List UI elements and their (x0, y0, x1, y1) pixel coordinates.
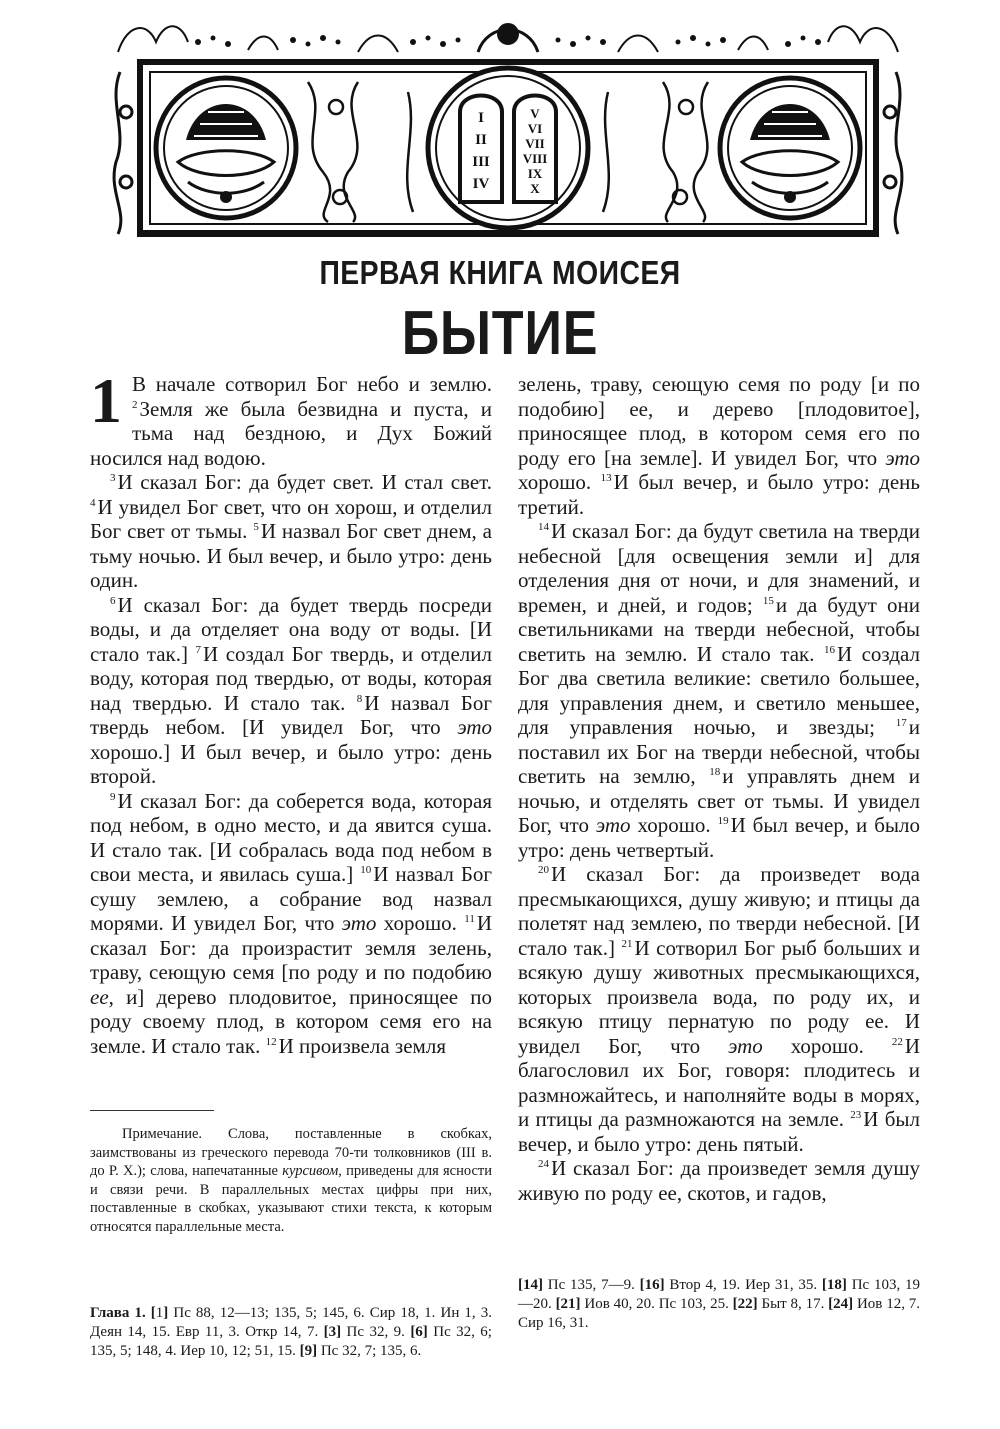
text-run: И произвела земля (278, 1033, 446, 1058)
reference-marker: [9] (299, 1343, 318, 1359)
reference-marker: [21] (555, 1296, 581, 1312)
right-roundel (720, 78, 860, 218)
footnote-paragraph (90, 1125, 492, 1236)
footnote-note (90, 1125, 492, 1236)
text-run: Пс 32, 7; 135, 6. (317, 1343, 422, 1359)
text-run: И сказал Бог: да будет свет. И стал свет. (117, 470, 492, 494)
header-ornament (108, 12, 908, 238)
reference-marker: [18] (821, 1277, 847, 1293)
reference-marker: [ (150, 1305, 156, 1321)
tablet-numeral: I (478, 110, 484, 126)
tablet-numeral: IV (472, 176, 490, 192)
verse-number: 12 (265, 1035, 277, 1048)
italic-word: это (457, 715, 492, 739)
text-run: И сказал Бог: да будут светила на тверди небесной [для освещения земли и] для отделения дня от ночи, и для знамений, и времен, и дней, и годов; (518, 519, 920, 617)
text-run: Иов 12, 7. Сир 16, 31. (518, 1296, 921, 1331)
text-run: Пс 32, 6; 135, 5; 148, 4. Иер 10, 12; 51, 15. (90, 1324, 492, 1359)
italic-word: это (728, 1033, 763, 1058)
text-run: Пс 135, 7—9. (543, 1277, 640, 1293)
verse-paragraph (90, 470, 492, 593)
parallel-references-right (518, 1276, 920, 1333)
text-run: хорошо.] И был вечер, и было утро: день второй. (90, 739, 492, 788)
reference-marker: ] (163, 1305, 169, 1321)
verse-number: 19 (717, 815, 729, 827)
verse-number: 24 (538, 1158, 549, 1170)
text-run: И создал Бог два светила великие: светило большее, для управления днем, и светило меньшее, для управления ночью, и звезды; (518, 641, 920, 739)
tablet-numeral: X (530, 181, 540, 196)
left-text-column (90, 365, 492, 1058)
text-run: Пс 103, 19—20. (518, 1277, 920, 1312)
text-run: И благословил их Бог, говоря: плодитесь и размножайтесь, и наполняйте воды в морях, и птицы да размножаются на земле. (518, 1033, 920, 1131)
verse-number: 4 (90, 496, 96, 509)
text-run: И был вечер, и было утро: день третий. (518, 470, 920, 519)
tablet-numeral: II (475, 132, 487, 148)
reference-marker: Глава 1. (90, 1305, 146, 1321)
verse-number: 7 (195, 643, 201, 656)
left-roundel (156, 78, 296, 218)
text-run: В начале сотворил Бог небо и землю. (132, 372, 492, 396)
tablet-numeral: V (530, 106, 540, 121)
verse-number: 21 (621, 937, 633, 950)
text-run: и да будут они светильниками на тверди небесной, чтобы светить на землю. И стало так. (518, 592, 920, 666)
verse-paragraph (518, 519, 920, 862)
text-run: хорошо. (762, 1033, 892, 1058)
text-run: , приведены для ясности и связи речи. В параллельных местах цифры при них, поставленные в скобках, указывают стихи текста, к которым относятся параллельные места. (90, 1163, 492, 1235)
verse-number: 13 (600, 472, 612, 484)
text-run: И сказал Бог: да произведет земля душу живую по роду ее, скотов, и гадов, (518, 1156, 920, 1205)
chapter-number: 1 (90, 365, 122, 436)
text-run: зелень, траву, сеющую семя по роду [и по подобию] ее, и дерево [плодовитое], приносящее плод, в котором семя его по роду его [на земле]. И увидел Бог, что (518, 372, 920, 470)
text-run: И увидел Бог свет, что он хорош, и отделил Бог свет от тьмы. (90, 494, 492, 543)
verse-number: 15 (762, 594, 774, 607)
reference-marker: [14] (518, 1277, 543, 1293)
verse-paragraph (90, 789, 492, 1059)
text-run: И сказал Бог: да произрастит земля зелень, траву, сеющую семя [по роду и по подобию (90, 911, 492, 984)
verse-paragraph (518, 372, 920, 519)
text-run: И сказал Бог: да соберется вода, которая под небом, в одно место, и да явится суша. И стало так. [И собралась вода под небом в свои места, и явилась суша.] (90, 788, 492, 886)
tablet-numeral: VI (527, 121, 543, 136)
verse-number: 10 (360, 864, 372, 876)
text-run: Втор 4, 19. Иер 31, 35. (664, 1277, 822, 1293)
verse-number: 22 (891, 1035, 903, 1048)
text-run: Примечание. Слова, поставленные в скобках, заимствованы из греческого перевода 70-ти толковников (III в. до Р. Х.); слова, напечатанные (90, 1126, 492, 1179)
verse-number: 18 (709, 766, 721, 778)
text-run: И создал Бог твердь, и отделил воду, которая под твердью, от воды, которая над твердью. И стало так. (90, 641, 492, 715)
text-run: Иов 40, 20. Пс 103, 25. (580, 1296, 733, 1312)
verse-number: 16 (823, 643, 835, 656)
italic-word: это (341, 911, 377, 935)
verse-paragraph (518, 862, 920, 1156)
verse-number: 2 (132, 398, 138, 411)
italic-word: это (595, 813, 631, 837)
reference-marker: [6] (410, 1324, 428, 1340)
italic-word: это (885, 445, 920, 470)
verse-number: 8 (356, 692, 363, 705)
book-title: БЫТИЕ (401, 299, 599, 368)
text-run: хорошо. (518, 470, 601, 494)
center-roundel-tablets (428, 68, 588, 228)
footnote-divider (90, 1110, 214, 1111)
left-column-body (90, 365, 492, 1058)
verse-number: 6 (110, 594, 116, 607)
text-run: И назвал Бог сушу землею, а собрание вод назвал морями. И увидел Бог, что (90, 862, 492, 935)
reference-marker: [24] (828, 1296, 854, 1312)
text-run: И сказал Бог: да произведет вода пресмыкающихся, душу живую; и птицы да полетят над землею, по тверди небесной. [И стало так.] (518, 862, 920, 960)
right-column-body (518, 372, 920, 1205)
verse-number: 9 (110, 790, 116, 803)
text-run: Быт 8, 17. (757, 1296, 829, 1312)
text-run: И назвал Бог свет днем, а тьму ночью. И был вечер, и было утро: день один. (90, 519, 492, 592)
verse-number: 5 (253, 521, 259, 533)
tablet-numeral: VIII (522, 151, 548, 166)
reference-marker: [3] (323, 1324, 342, 1340)
text-run: И сотворил Бог рыб больших и всякую душу животных пресмыкающихся, которых произвела вода, по роду их, и всякую птицу пернатую по роду ее. И увидел Бог, что (518, 935, 920, 1058)
book-pretitle: ПЕРВАЯ КНИГА МОИСЕЯ (319, 254, 681, 291)
tablet-numeral: IX (527, 166, 543, 181)
tablet-numeral: VII (525, 136, 545, 151)
verse-number: 17 (895, 717, 907, 729)
verse-number: 23 (850, 1109, 862, 1121)
parallel-references-left (90, 1304, 492, 1361)
text-run: и поставил их Бог на тверди небесной, чтобы светить на землю, (518, 715, 920, 788)
reference-marker: [16] (639, 1277, 665, 1293)
text-run: И был вечер, и было утро: день четвертый. (518, 813, 920, 862)
top-floral-border (118, 24, 898, 52)
text-run: И назвал Бог твердь небом. [И увидел Бог, что (90, 690, 492, 739)
text-run: , и] дерево плодовитое, приносящее по роду своему плод, в котором семя его на земле. И стало так. (90, 984, 492, 1058)
text-run: Пс 88, 12—13; 135, 5; 145, 6. Сир 18, 1. Ин 1, 3. Деян 14, 15. Евр 11, 3. Откр 14, 7. (90, 1305, 493, 1340)
text-run: Земля же была безвидна и пуста, и тьма над бездною, и Дух Божий носился над водою. (90, 396, 492, 470)
italic-word: курсивом (282, 1163, 339, 1179)
right-text-column (518, 372, 920, 1205)
verse-paragraph (518, 1156, 920, 1205)
verse-number: 20 (538, 864, 549, 876)
text-run: И сказал Бог: да будет твердь посреди воды, и да отделяет она воду от воды. [И стало так.] (90, 592, 492, 666)
text-run: хорошо. (376, 911, 465, 935)
text-run: Пс 32, 9. (341, 1324, 411, 1340)
text-run: И был вечер, и было утро: день пятый. (518, 1107, 920, 1156)
verse-number: 3 (110, 472, 116, 484)
text-run: хорошо. (630, 813, 718, 837)
verse-paragraph (90, 365, 492, 470)
text-run: и управлять днем и ночью, и отделять свет от тьмы. И увидел Бог, что (518, 764, 920, 837)
italic-word: ее (90, 984, 109, 1009)
verse-number: 14 (538, 521, 549, 533)
verse-paragraph (90, 593, 492, 789)
verse-number: 11 (464, 913, 475, 925)
tablet-numeral: III (472, 154, 490, 170)
text-run: 1 (155, 1305, 164, 1321)
reference-marker: [22] (732, 1296, 758, 1312)
